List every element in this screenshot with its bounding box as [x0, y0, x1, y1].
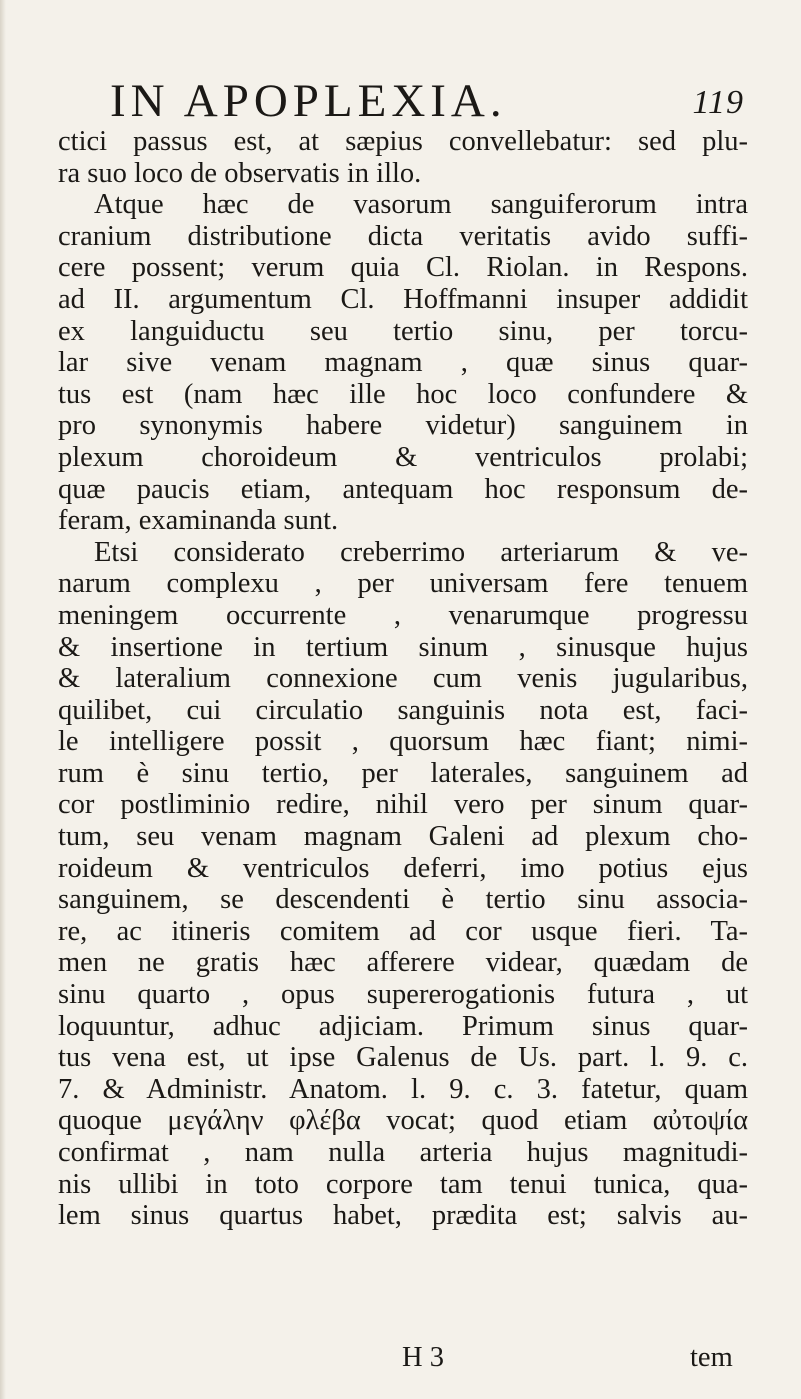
text-line: sinu quarto , opus supererogationis futura , ut [58, 979, 748, 1011]
page-header [110, 70, 750, 126]
text-line: rum è sinu tertio, per laterales, sanguinem ad [58, 757, 748, 789]
page-edge [0, 0, 6, 1399]
text-line: tus vena est, ut ipse Galenus de Us. part. l. 9. c. [58, 1042, 748, 1074]
text-line: sanguinem, se descendenti è tertio sinu associa- [58, 884, 748, 916]
signature-mark: H 3 [402, 1342, 444, 1373]
text-line: tus est (nam hæc ille hoc loco confundere & [58, 378, 748, 410]
text-line: re, ac itineris comitem ad cor usque fieri. Ta- [58, 915, 748, 947]
text-line: quilibet, cui circulatio sanguinis nota est, faci- [58, 694, 748, 726]
text-line: loquuntur, adhuc adjiciam. Primum sinus quar- [58, 1010, 748, 1042]
text-line: nis ullibi in toto corpore tam tenui tunica, qua- [58, 1168, 748, 1200]
text-line: lem sinus quartus habet, prædita est; salvis au- [58, 1200, 748, 1232]
running-head: IN APOPLEXIA. [110, 75, 507, 127]
text-line: narum complexu , per universam fere tenuem [58, 568, 748, 600]
text-line: ra suo loco de observatis in illo. [58, 157, 422, 189]
text-line: 7. & Administr. Anatom. l. 9. c. 3. fatetur, quam [58, 1073, 748, 1105]
text-line: quoque μεγάλην φλέβα vocat; quod etiam αὐτοψία [58, 1105, 748, 1137]
text-line: men ne gratis hæc afferere videar, quædam de [58, 947, 748, 979]
body-text [58, 126, 748, 1232]
text-line: ex languiductu seu tertio sinu, per torcu- [58, 315, 748, 347]
text-line: ad II. argumentum Cl. Hoffmanni insuper addidit [58, 283, 748, 315]
text-line: meningem occurrente , venarumque progressu [58, 599, 748, 631]
text-line: & insertione in tertium sinum , sinusque hujus [58, 631, 748, 663]
text-line: lar sive venam magnam , quæ sinus quar- [58, 347, 748, 379]
text-line: cere possent; verum quia Cl. Riolan. in Respons. [58, 252, 748, 284]
catchword: tem [690, 1342, 733, 1373]
text-line: cranium distributione dicta veritatis avido suffi- [58, 220, 748, 252]
text-line: cor postliminio redire, nihil vero per sinum quar- [58, 789, 748, 821]
text-line: le intelligere possit , quorsum hæc fiant; nimi- [58, 726, 748, 758]
text-line: quæ paucis etiam, antequam hoc responsum de- [58, 473, 748, 505]
text-line: Atque hæc de vasorum sanguiferorum intra [94, 189, 748, 221]
text-line: pro synonymis habere videtur) sanguinem in [58, 410, 748, 442]
text-line: Etsi considerato creberrimo arteriarum & ve- [94, 536, 748, 568]
text-line: & lateralium connexione cum venis jugularibus, [58, 663, 748, 695]
text-line: ctici passus est, at sæpius convellebatur: sed plu- [58, 126, 748, 157]
page-number: 119 [692, 84, 744, 121]
text-line: plexum choroideum & ventriculos prolabi; [58, 441, 748, 473]
text-line: tum, seu venam magnam Galeni ad plexum cho- [58, 821, 748, 853]
text-line: roideum & ventriculos deferri, imo potius ejus [58, 852, 748, 884]
text-line: feram, examinanda sunt. [58, 505, 339, 537]
text-line: confirmat , nam nulla arteria hujus magnitudi- [58, 1137, 748, 1168]
